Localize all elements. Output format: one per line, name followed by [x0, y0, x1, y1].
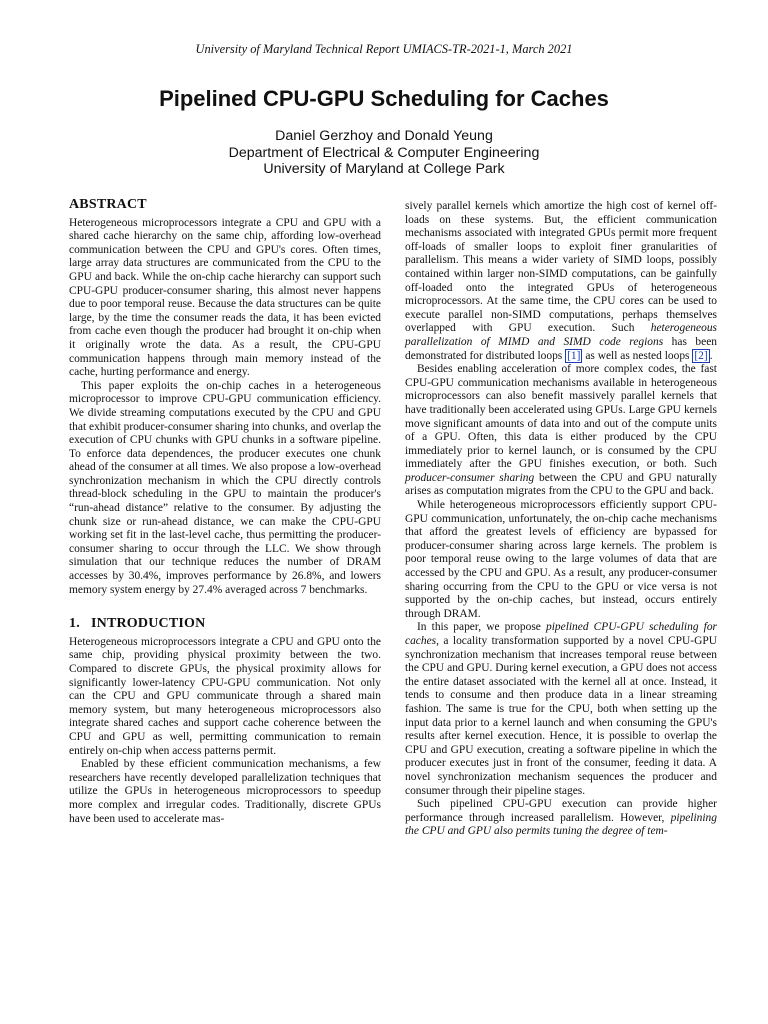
citation-link[interactable]: [2]: [694, 349, 708, 362]
abstract-heading: ABSTRACT: [69, 197, 147, 212]
left-column: [69, 198, 381, 826]
intro-paragraph-2-continued: sively parallel kernels which amortize the high cost of kernel off-loads on these systems. But, the efficient communication mechanisms associated with integrated GPUs permit more frequent off-loads of smaller loops to exploit finer granularities of parallelism. This means a wider variety of SIMD loops, possibly contained within larger non-SIMD computations, can be gainfully off-loaded onto the integrated GPUs of heterogeneous microprocessors. At the same time, the CPU cores can be used to execute parallel non-SIMD computations, perhaps themselves overlapped with GPU execution. Such heterogeneous parallelization of MIMD and SIMD code regions has been demonstrated for distributed loops [1] as well as nested loops [2] .: [405, 200, 717, 362]
paper-title: Pipelined CPU-GPU Scheduling for Caches: [159, 86, 609, 111]
author-department: Department of Electrical & Computer Engineering: [228, 144, 540, 161]
right-column: [405, 200, 717, 839]
intro-paragraph-3: Besides enabling acceleration of more complex codes, the fast CPU-GPU communication mechanisms available in heterogeneous microprocessors can also benefit massively parallel kernels that have traditionally been accelerated using GPUs. Large GPU kernels move significant amounts of data into and out of the compute units of a GPU. Often, this data is either produced by the CPU immediately prior to kernel launch, or is consumed by the CPU immediately after the GPU finishes execution, or both. Such producer-consumer sharing between the CPU and GPU naturally arises as computation migrates from the CPU to the GPU and back.: [405, 363, 718, 498]
abstract-paragraph-1: Heterogeneous microprocessors integrate a CPU and GPU with a shared cache hierarchy on the same chip, affording low-overhead communication between the CPU and GPU's cores. Often times, large array data structures are communicated from the CPU to the GPU and back. While the on-chip cache hierarchy can support such CPU-GPU producer-consumer sharing, this almost never happens due to poor temporal reuse. Because the data structures can be quite large, by the time the consumer reads the data, it has been evicted from cache even though the producer had brought it on-chip when it originally wrote the data. As a result, the CPU-GPU communication happens through main memory instead of the cache, hurting performance and energy.: [69, 216, 381, 379]
intro-paragraph-1: Heterogeneous microprocessors integrate a CPU and GPU onto the same chip, providing physical proximity between the two. Compared to discrete GPUs, the physical proximity allows for significantly lower-latency CPU-GPU communication. Not only can the CPU and GPU communicate through a shared main memory system, but many heterogeneous microprocessors also integrate shared caches and support cache coherence between the CPU and GPU as well, permitting communication to remain entirely on-chip when access patterns permit.: [69, 635, 381, 757]
author-university: University of Maryland at College Park: [263, 161, 505, 177]
intro-paragraph-4: While heterogeneous microprocessors efficiently support CPU-GPU communication, unfortunately, the on-chip cache mechanisms that afford the greatest levels of efficiency are bypassed for producer-consumer sharing across large kernels. The problem is poor temporal reuse owing to the large volumes of data that are accessed by the CPU and GPU. As a result, any producer-consumer sharing occurring from the CPU to the GPU or vice versa is not supported by the on-chip caches, but instead, occurs entirely through DRAM.: [405, 499, 717, 620]
author-names: Daniel Gerzhoy and Donald Yeung: [275, 128, 493, 144]
author-block: [0, 128, 768, 178]
intro-paragraph-6: Such pipelined CPU-GPU execution can provide higher performance through increased parallelism. However, pipelining the CPU and GPU also permits tuning the degree of tem-: [405, 798, 717, 838]
introduction-heading: 1. INTRODUCTION: [69, 616, 206, 632]
abstract-paragraph-2: This paper exploits the on-chip caches in a heterogeneous microprocessor to improve CPU-GPU communication efficiency. We divide streaming computations executed by the CPU and GPU that exhibit producer-consumer sharing into chunks, and overlap the execution of CPU chunks with GPU chunks in a software pipeline. To enforce data dependences, the producer executes one chunk ahead of the consumer at all times. We also propose a low-overhead synchronization mechanism in which the CPU directly controls thread-block scheduling in the GPU to maintain the producer's “run-ahead distance” relative to the consumer. By adjusting the chunk size or run-ahead distance, we can make the CPU-GPU working set fit in the last-level cache, thus permitting the producer-consumer sharing to occur through the LLC. We show through simulation that our technique reduces the number of DRAM accesses by 30.4%, improves performance by 26.8%, and lowers memory system energy by 27.4% averaged across 7 benchmarks.: [69, 379, 381, 596]
report-header: University of Maryland Technical Report UMIACS-TR-2021-1, March 2021: [195, 42, 573, 56]
intro-paragraph-2: Enabled by these efficient communication mechanisms, a few researchers have recently developed parallelization techniques that utilize the GPUs in heterogeneous microprocessors to speedup more complex and irregular codes. Traditionally, discrete GPUs have been used to accelerate mas-: [69, 758, 381, 825]
intro-paragraph-5: In this paper, we propose pipelined CPU-GPU scheduling for caches, a locality transformation supported by a novel CPU-GPU synchronization mechanism that increases temporal reuse between the CPU and GPU. During kernel execution, a GPU does not access the entire dataset associated with the kernel all at once. Instead, it tends to consume and then produce data in a linear streaming fashion. The same is true for the CPU, both when setting up the input data prior to a kernel launch and when consuming the GPU's results after kernel execution. Hence, it is possible to overlap the CPU and GPU execution, creating a software pipeline in which the producer executes just in front of the consumer, feeding it data. A novel synchronization mechanism sequences the producer and consumer through their pipeline stages.: [405, 621, 718, 797]
citation-link[interactable]: [1]: [567, 349, 581, 362]
